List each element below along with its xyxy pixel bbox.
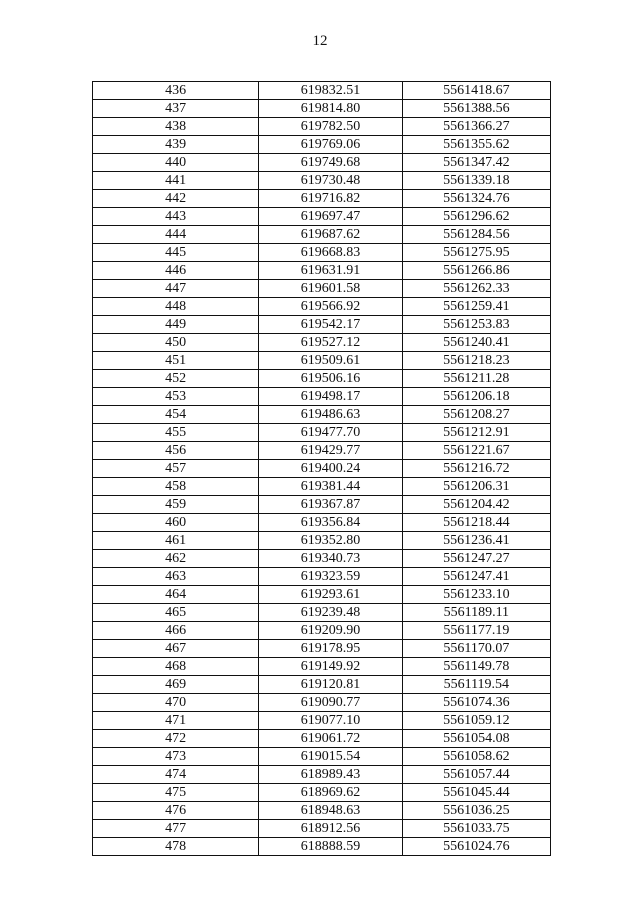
point-number-cell: 458 [93,478,259,496]
coordinates-table [92,81,551,856]
x-coordinate-cell: 619498.17 [259,388,402,406]
x-coordinate-cell: 619782.50 [259,118,402,136]
table-row [93,496,551,514]
table-row [93,118,551,136]
x-coordinate-cell: 619429.77 [259,442,402,460]
x-coordinate-cell: 619814.80 [259,100,402,118]
point-number-cell: 445 [93,244,259,262]
point-number-cell: 454 [93,406,259,424]
point-number-cell: 467 [93,640,259,658]
point-number-cell: 443 [93,208,259,226]
x-coordinate-cell: 619566.92 [259,298,402,316]
y-coordinate-cell: 5561211.28 [402,370,550,388]
x-coordinate-cell: 619077.10 [259,712,402,730]
y-coordinate-cell: 5561259.41 [402,298,550,316]
x-coordinate-cell: 618948.63 [259,802,402,820]
point-number-cell: 438 [93,118,259,136]
y-coordinate-cell: 5561296.62 [402,208,550,226]
point-number-cell: 460 [93,514,259,532]
table-row [93,748,551,766]
point-number-cell: 459 [93,496,259,514]
y-coordinate-cell: 5561366.27 [402,118,550,136]
point-number-cell: 463 [93,568,259,586]
x-coordinate-cell: 619542.17 [259,316,402,334]
y-coordinate-cell: 5561033.75 [402,820,550,838]
table-row [93,532,551,550]
table-row [93,550,551,568]
x-coordinate-cell: 619668.83 [259,244,402,262]
table-row [93,694,551,712]
x-coordinate-cell: 619340.73 [259,550,402,568]
y-coordinate-cell: 5561058.62 [402,748,550,766]
x-coordinate-cell: 619486.63 [259,406,402,424]
point-number-cell: 436 [93,82,259,100]
point-number-cell: 462 [93,550,259,568]
point-number-cell: 440 [93,154,259,172]
table-row [93,478,551,496]
x-coordinate-cell: 619061.72 [259,730,402,748]
y-coordinate-cell: 5561347.42 [402,154,550,172]
x-coordinate-cell: 619090.77 [259,694,402,712]
table-row [93,514,551,532]
x-coordinate-cell: 619239.48 [259,604,402,622]
table-row [93,820,551,838]
table-row [93,784,551,802]
y-coordinate-cell: 5561119.54 [402,676,550,694]
x-coordinate-cell: 619832.51 [259,82,402,100]
point-number-cell: 441 [93,172,259,190]
x-coordinate-cell: 619730.48 [259,172,402,190]
y-coordinate-cell: 5561170.07 [402,640,550,658]
point-number-cell: 465 [93,604,259,622]
x-coordinate-cell: 619697.47 [259,208,402,226]
y-coordinate-cell: 5561253.83 [402,316,550,334]
x-coordinate-cell: 619509.61 [259,352,402,370]
y-coordinate-cell: 5561149.78 [402,658,550,676]
table-row [93,388,551,406]
table-row [93,802,551,820]
y-coordinate-cell: 5561189.11 [402,604,550,622]
y-coordinate-cell: 5561218.44 [402,514,550,532]
y-coordinate-cell: 5561388.56 [402,100,550,118]
x-coordinate-cell: 619149.92 [259,658,402,676]
table-row [93,370,551,388]
x-coordinate-cell: 619120.81 [259,676,402,694]
y-coordinate-cell: 5561036.25 [402,802,550,820]
table-row [93,712,551,730]
table-row [93,460,551,478]
point-number-cell: 456 [93,442,259,460]
y-coordinate-cell: 5561221.67 [402,442,550,460]
y-coordinate-cell: 5561240.41 [402,334,550,352]
point-number-cell: 464 [93,586,259,604]
x-coordinate-cell: 618912.56 [259,820,402,838]
point-number-cell: 449 [93,316,259,334]
y-coordinate-cell: 5561059.12 [402,712,550,730]
table-row [93,100,551,118]
table-row [93,730,551,748]
point-number-cell: 472 [93,730,259,748]
point-number-cell: 446 [93,262,259,280]
y-coordinate-cell: 5561216.72 [402,460,550,478]
x-coordinate-cell: 619293.61 [259,586,402,604]
table-row [93,280,551,298]
y-coordinate-cell: 5561204.42 [402,496,550,514]
y-coordinate-cell: 5561339.18 [402,172,550,190]
table-row [93,298,551,316]
x-coordinate-cell: 619631.91 [259,262,402,280]
y-coordinate-cell: 5561324.76 [402,190,550,208]
point-number-cell: 466 [93,622,259,640]
page-number: 12 [312,33,328,49]
y-coordinate-cell: 5561057.44 [402,766,550,784]
point-number-cell: 455 [93,424,259,442]
x-coordinate-cell: 619209.90 [259,622,402,640]
point-number-cell: 457 [93,460,259,478]
table-row [93,244,551,262]
point-number-cell: 468 [93,658,259,676]
x-coordinate-cell: 619716.82 [259,190,402,208]
table-row [93,766,551,784]
x-coordinate-cell: 619400.24 [259,460,402,478]
table-row [93,658,551,676]
point-number-cell: 476 [93,802,259,820]
point-number-cell: 470 [93,694,259,712]
y-coordinate-cell: 5561275.95 [402,244,550,262]
table-row [93,172,551,190]
y-coordinate-cell: 5561236.41 [402,532,550,550]
table-row [93,334,551,352]
table-row [93,586,551,604]
x-coordinate-cell: 619367.87 [259,496,402,514]
table-row [93,136,551,154]
y-coordinate-cell: 5561284.56 [402,226,550,244]
point-number-cell: 477 [93,820,259,838]
y-coordinate-cell: 5561355.62 [402,136,550,154]
x-coordinate-cell: 619477.70 [259,424,402,442]
y-coordinate-cell: 5561074.36 [402,694,550,712]
table-row [93,208,551,226]
y-coordinate-cell: 5561262.33 [402,280,550,298]
y-coordinate-cell: 5561206.18 [402,388,550,406]
table-row [93,604,551,622]
point-number-cell: 448 [93,298,259,316]
coordinates-table-body [93,82,551,856]
y-coordinate-cell: 5561247.41 [402,568,550,586]
x-coordinate-cell: 619381.44 [259,478,402,496]
x-coordinate-cell: 618989.43 [259,766,402,784]
x-coordinate-cell: 618969.62 [259,784,402,802]
y-coordinate-cell: 5561206.31 [402,478,550,496]
point-number-cell: 461 [93,532,259,550]
x-coordinate-cell: 619323.59 [259,568,402,586]
x-coordinate-cell: 619527.12 [259,334,402,352]
x-coordinate-cell: 619178.95 [259,640,402,658]
table-row [93,442,551,460]
table-row [93,352,551,370]
table-row [93,568,551,586]
point-number-cell: 474 [93,766,259,784]
y-coordinate-cell: 5561177.19 [402,622,550,640]
table-row [93,154,551,172]
x-coordinate-cell: 619687.62 [259,226,402,244]
y-coordinate-cell: 5561054.08 [402,730,550,748]
point-number-cell: 451 [93,352,259,370]
y-coordinate-cell: 5561266.86 [402,262,550,280]
point-number-cell: 437 [93,100,259,118]
x-coordinate-cell: 619356.84 [259,514,402,532]
point-number-cell: 444 [93,226,259,244]
y-coordinate-cell: 5561247.27 [402,550,550,568]
y-coordinate-cell: 5561218.23 [402,352,550,370]
point-number-cell: 447 [93,280,259,298]
x-coordinate-cell: 619352.80 [259,532,402,550]
y-coordinate-cell: 5561208.27 [402,406,550,424]
table-row [93,640,551,658]
y-coordinate-cell: 5561233.10 [402,586,550,604]
point-number-cell: 452 [93,370,259,388]
x-coordinate-cell: 619769.06 [259,136,402,154]
x-coordinate-cell: 619601.58 [259,280,402,298]
point-number-cell: 473 [93,748,259,766]
x-coordinate-cell: 619749.68 [259,154,402,172]
point-number-cell: 471 [93,712,259,730]
table-row [93,622,551,640]
table-row [93,190,551,208]
y-coordinate-cell: 5561418.67 [402,82,550,100]
point-number-cell: 439 [93,136,259,154]
table-row [93,424,551,442]
table-row [93,82,551,100]
point-number-cell: 442 [93,190,259,208]
point-number-cell: 453 [93,388,259,406]
table-row [93,838,551,856]
point-number-cell: 469 [93,676,259,694]
y-coordinate-cell: 5561024.76 [402,838,550,856]
y-coordinate-cell: 5561045.44 [402,784,550,802]
point-number-cell: 475 [93,784,259,802]
table-row [93,406,551,424]
table-row [93,262,551,280]
table-row [93,676,551,694]
point-number-cell: 478 [93,838,259,856]
x-coordinate-cell: 619506.16 [259,370,402,388]
x-coordinate-cell: 618888.59 [259,838,402,856]
table-row [93,316,551,334]
table-row [93,226,551,244]
x-coordinate-cell: 619015.54 [259,748,402,766]
y-coordinate-cell: 5561212.91 [402,424,550,442]
point-number-cell: 450 [93,334,259,352]
